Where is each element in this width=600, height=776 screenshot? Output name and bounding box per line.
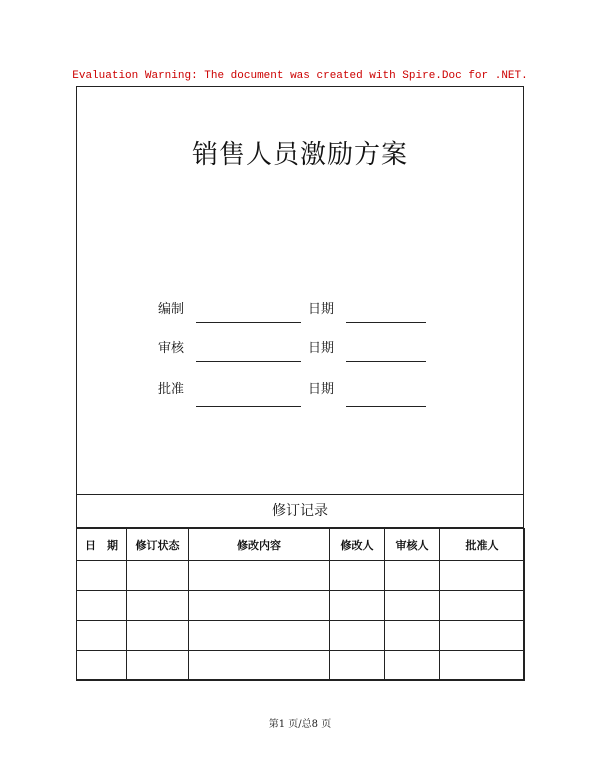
table-cell[interactable] xyxy=(189,561,330,591)
document-title: 销售人员激励方案 xyxy=(191,140,408,170)
table-cell[interactable] xyxy=(127,651,189,681)
table-row xyxy=(77,621,525,651)
approved-label: 批准 xyxy=(158,382,185,397)
table-cell[interactable] xyxy=(77,561,127,591)
header-modifier: 修改人 xyxy=(330,529,385,561)
table-cell[interactable] xyxy=(440,651,525,681)
header-reviewer: 审核人 xyxy=(385,529,440,561)
table-cell[interactable] xyxy=(440,561,525,591)
prepared-date-label: 日期 xyxy=(308,302,335,317)
table-cell[interactable] xyxy=(127,591,189,621)
table-cell[interactable] xyxy=(127,621,189,651)
table-cell[interactable] xyxy=(77,621,127,651)
reviewed-line[interactable] xyxy=(196,361,301,362)
header-change-content: 修改内容 xyxy=(189,529,330,561)
table-cell[interactable] xyxy=(77,591,127,621)
reviewed-date-line[interactable] xyxy=(346,361,426,362)
evaluation-warning: Evaluation Warning: The document was created with Spire.Doc for .NET. xyxy=(72,70,528,82)
table-row xyxy=(77,651,525,681)
prepared-label: 编制 xyxy=(158,302,185,317)
table-cell[interactable] xyxy=(330,651,385,681)
header-date: 日 期 xyxy=(77,529,127,561)
approved-date-label: 日期 xyxy=(308,382,335,397)
table-row xyxy=(77,591,525,621)
approved-line[interactable] xyxy=(196,406,301,407)
table-cell[interactable] xyxy=(77,651,127,681)
table-cell[interactable] xyxy=(330,591,385,621)
prepared-line[interactable] xyxy=(196,322,301,323)
reviewed-date-label: 日期 xyxy=(308,341,335,356)
header-revision-status: 修订状态 xyxy=(127,529,189,561)
approved-date-line[interactable] xyxy=(346,406,426,407)
table-cell[interactable] xyxy=(189,651,330,681)
page-number-footer: 第1 页/总8 页 xyxy=(268,719,332,730)
table-cell[interactable] xyxy=(385,621,440,651)
table-cell[interactable] xyxy=(440,591,525,621)
table-cell[interactable] xyxy=(189,591,330,621)
revision-header-row xyxy=(77,529,525,561)
table-cell[interactable] xyxy=(385,561,440,591)
table-cell[interactable] xyxy=(440,621,525,651)
revision-record-title: 修订记录 xyxy=(76,494,524,528)
header-approver: 批准人 xyxy=(440,529,525,561)
table-cell[interactable] xyxy=(189,621,330,651)
reviewed-label: 审核 xyxy=(158,341,185,356)
prepared-date-line[interactable] xyxy=(346,322,426,323)
revision-table xyxy=(76,528,525,681)
table-row xyxy=(77,561,525,591)
table-cell[interactable] xyxy=(330,561,385,591)
table-cell[interactable] xyxy=(330,621,385,651)
table-cell[interactable] xyxy=(127,561,189,591)
table-cell[interactable] xyxy=(385,651,440,681)
table-cell[interactable] xyxy=(385,591,440,621)
